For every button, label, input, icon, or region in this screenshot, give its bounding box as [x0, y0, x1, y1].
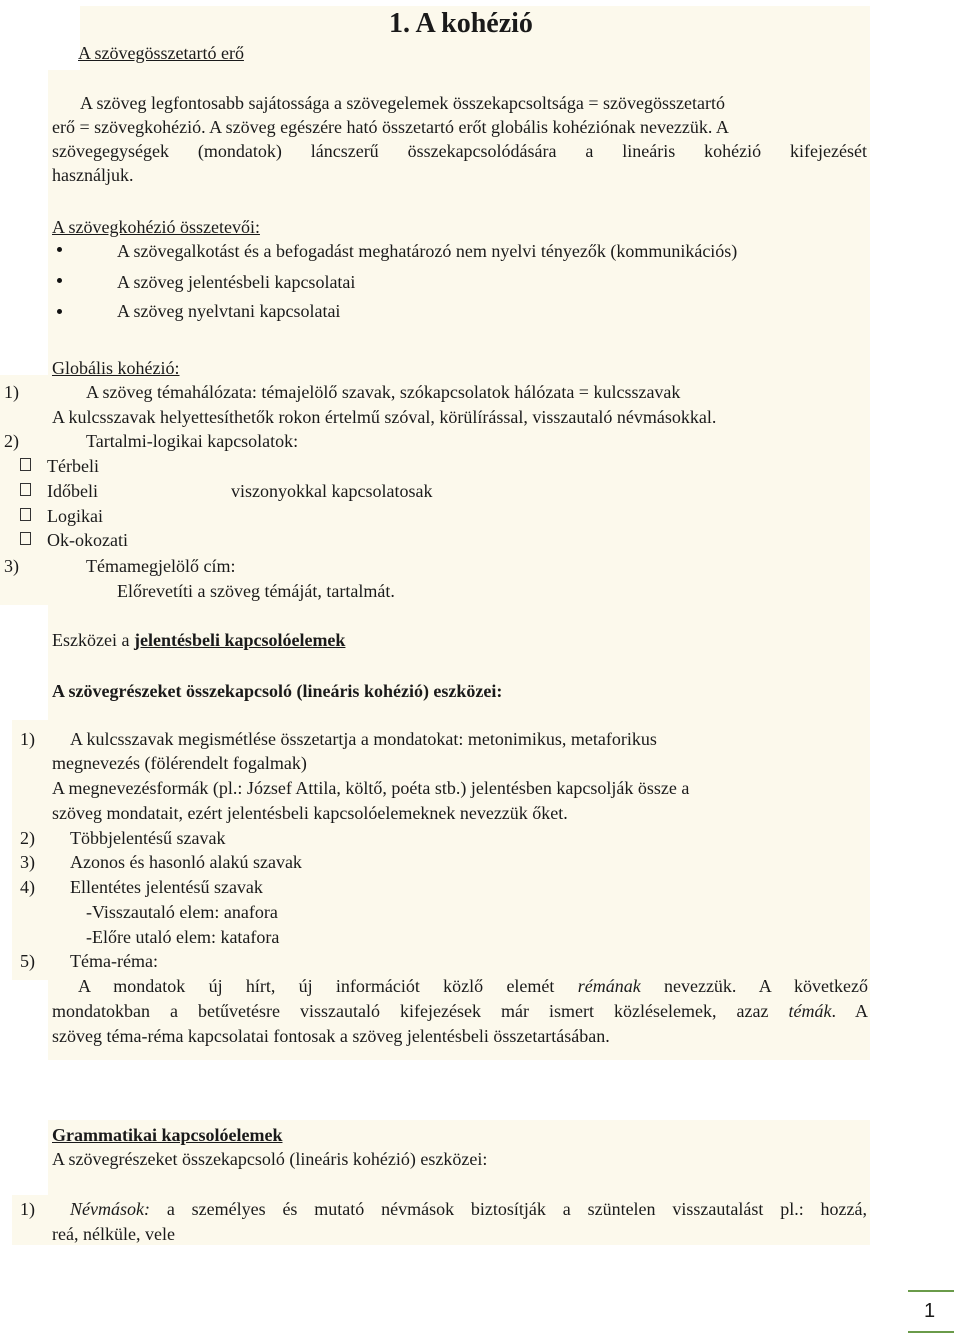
checkbox-icon — [20, 458, 31, 471]
list-item: Témamegjelölő cím: — [86, 556, 236, 576]
relation-item: Logikai — [47, 506, 103, 526]
grammar-heading: Grammatikai kapcsolóelemek — [52, 1125, 283, 1145]
list-item: A szöveg nyelvtani kapcsolatai — [117, 301, 341, 321]
list-item-line: A megnevezésformák (pl.: József Attila, költő, poéta stb.) jelentésben kapcsolják össze a — [52, 778, 690, 798]
list-number: 2) — [4, 431, 19, 451]
italic-term: Névmások: — [70, 1199, 150, 1219]
text-run: A mondatok új hírt, új információt közlő elemét — [78, 976, 578, 996]
list-item-line: reá, nélküle, vele — [52, 1224, 175, 1244]
bullet-icon — [57, 278, 62, 283]
section-label: A szövegösszetartó erő — [78, 43, 244, 63]
relation-item: Térbeli — [47, 456, 99, 476]
italic-term: témák — [788, 1001, 832, 1021]
list-number: 2) — [20, 828, 35, 848]
text-run: nevezzük. A következő — [640, 976, 868, 996]
intro-line: erő = szövegkohézió. A szöveg egészére ható összetartó erőt globális kohéziónak nevezzük. A — [52, 117, 729, 137]
list-number: 1) — [4, 382, 19, 402]
list-number: 3) — [20, 852, 35, 872]
relation-item: Ok-okozati — [47, 530, 128, 550]
semantic-intro — [52, 629, 345, 651]
page-number: 1 — [924, 1300, 936, 1322]
checkbox-icon — [20, 483, 31, 496]
list-item: Azonos és hasonló alakú szavak — [70, 852, 302, 872]
list-number: 4) — [20, 877, 35, 897]
text-run: . A — [831, 1001, 868, 1021]
semantic-prefix: Eszközei a — [52, 630, 134, 650]
text-run: a személyes és mutató névmások biztosítják a szüntelen visszautalást pl.: hozzá, — [149, 1199, 867, 1219]
list-item-line: megnevezés (fölérendelt fogalmak) — [52, 753, 307, 773]
intro-line: szövegegységek (mondatok) láncszerű összekapcsolódására a lineáris kohézió kifejezését — [52, 141, 867, 161]
intro-line: használjuk. — [52, 165, 134, 185]
list-item — [70, 1198, 867, 1220]
list-item: Téma-réma: — [70, 951, 158, 971]
list-item-note: A kulcsszavak helyettesíthetők rokon értelmű szóval, körülírással, visszautaló névmásokkal. — [52, 407, 717, 427]
italic-term: rémának — [577, 976, 641, 996]
list-item-note: Előrevetíti a szöveg témáját, tartalmát. — [117, 581, 395, 601]
page-number-rule — [908, 1290, 954, 1292]
semantic-heading: A szövegrészeket összekapcsoló (lineáris kohézió) eszközei: — [52, 681, 503, 701]
list-item: Többjelentésű szavak — [70, 828, 226, 848]
bullet-icon — [57, 309, 62, 314]
paragraph-line: szöveg téma-réma kapcsolatai fontosak a szöveg jelentésbeli összetartásában. — [52, 1026, 610, 1046]
grammar-subheading: A szövegrészeket összekapcsoló (lineáris kohézió) eszközei: — [52, 1149, 488, 1169]
relation-item: Időbeli — [47, 481, 98, 501]
list-item: Ellentétes jelentésű szavak — [70, 877, 263, 897]
page-title: 1. A kohézió — [389, 8, 533, 39]
paragraph-line — [78, 975, 868, 997]
list-item: A szöveg témahálózata: témajelölő szavak, szókapcsolatok hálózata = kulcsszavak — [86, 382, 681, 402]
checkbox-icon — [20, 532, 31, 545]
paragraph-line — [52, 1000, 868, 1022]
intro-line: A szöveg legfontosabb sajátossága a szövegelemek összekapcsoltsága = szövegösszetartó — [80, 93, 725, 113]
list-number: 5) — [20, 951, 35, 971]
bullet-icon — [57, 247, 62, 252]
list-item: A kulcsszavak megismétlése összetartja a mondatokat: metonimikus, metaforikus — [70, 729, 657, 749]
list-number: 1) — [20, 729, 35, 749]
text-run: mondatokban a betűvetésre visszautaló kifejezések már ismert közléselemek, azaz — [52, 1001, 789, 1021]
relation-note: viszonyokkal kapcsolatosak — [231, 481, 433, 501]
components-heading: A szövegkohézió összetevői: — [52, 217, 260, 237]
list-number: 3) — [4, 556, 19, 576]
checkbox-icon — [20, 508, 31, 521]
list-item-sub: -Előre utaló elem: katafora — [86, 927, 280, 947]
list-item-line: szöveg mondatait, ezért jelentésbeli kapcsolóelemeknek nevezzük őket. — [52, 803, 568, 823]
list-item: Tartalmi-logikai kapcsolatok: — [86, 431, 299, 451]
semantic-term: jelentésbeli kapcsolóelemek — [133, 630, 346, 650]
list-item-sub: -Visszautaló elem: anafora — [86, 902, 278, 922]
page-number-rule — [908, 1331, 954, 1333]
global-heading: Globális kohézió: — [52, 358, 180, 378]
list-item: A szöveg jelentésbeli kapcsolatai — [117, 272, 356, 292]
list-number: 1) — [20, 1199, 35, 1219]
list-item: A szövegalkotást és a befogadást meghatározó nem nyelvi tényezők (kommunikációs) — [117, 241, 738, 261]
